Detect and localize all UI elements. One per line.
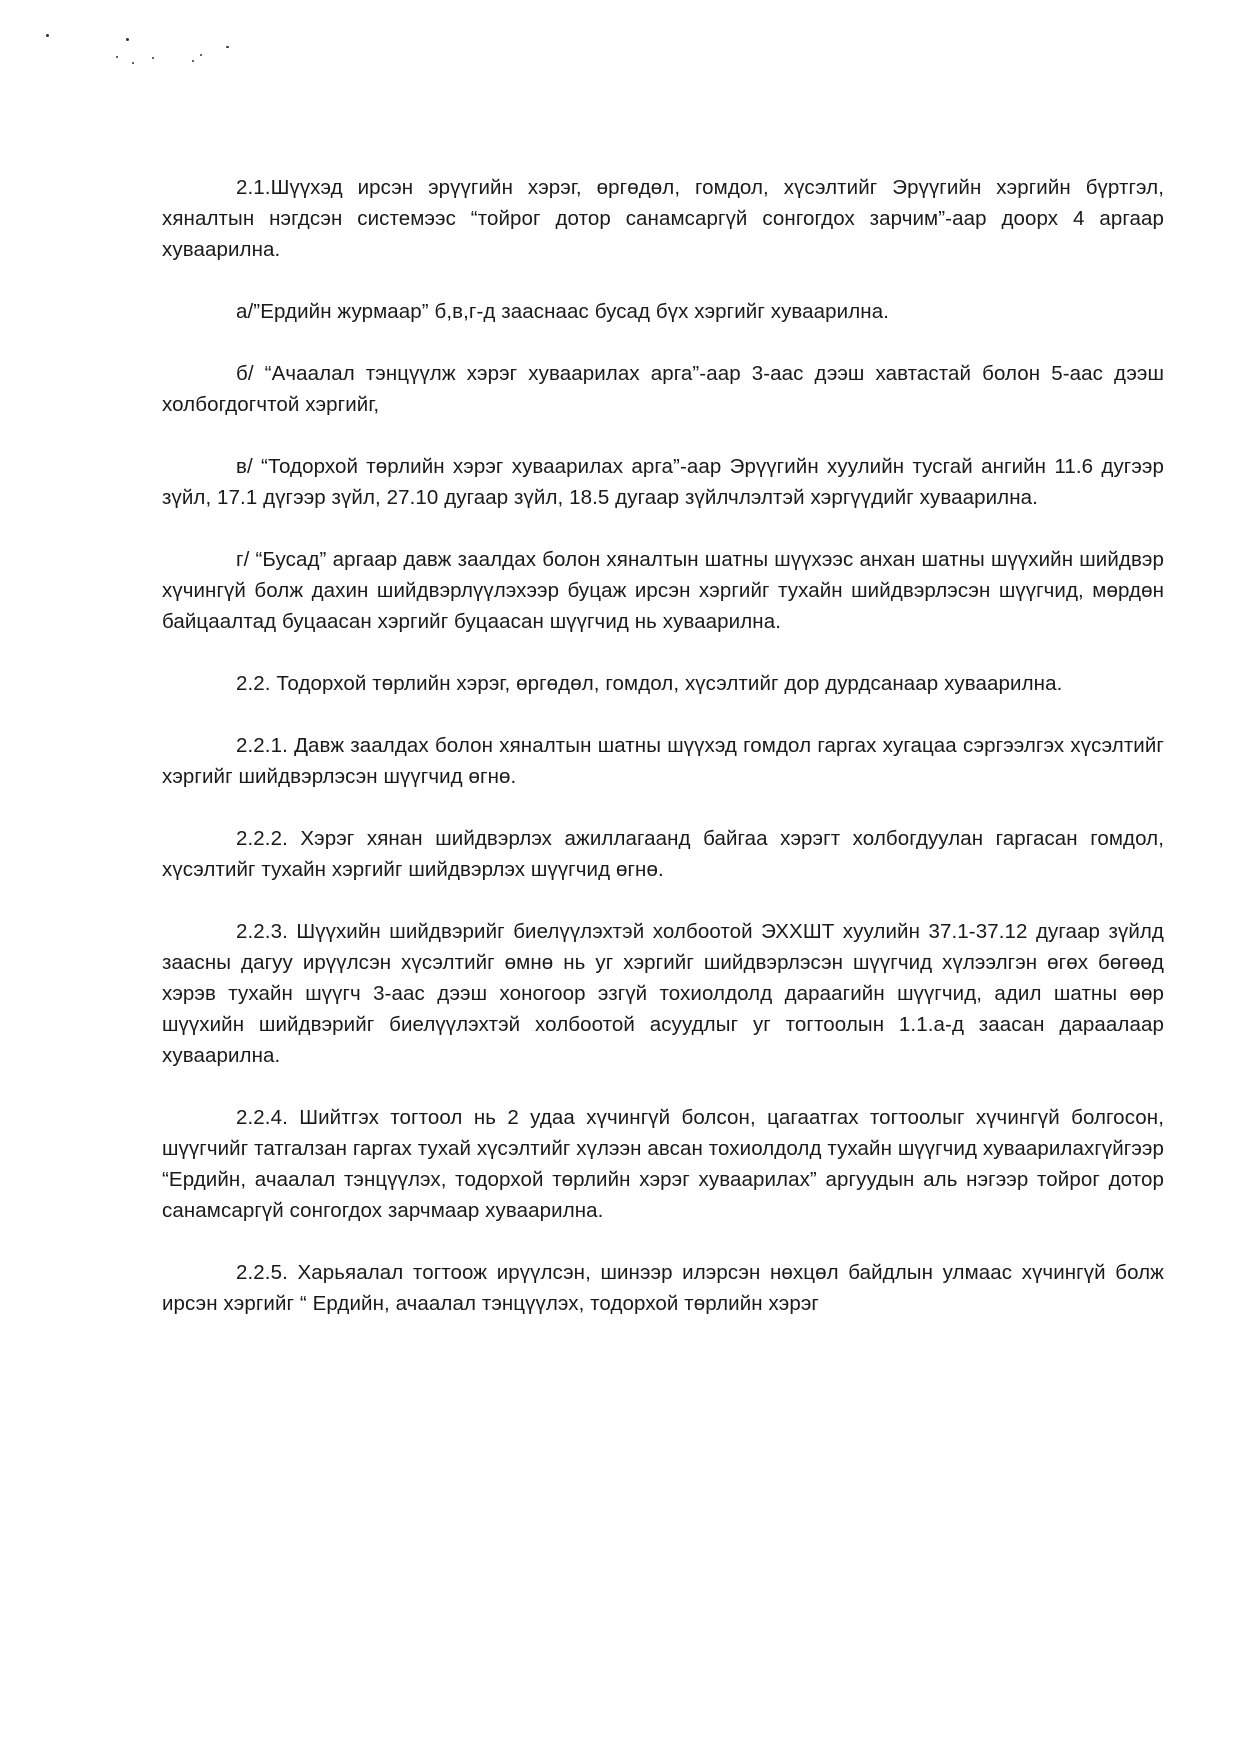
paragraph-2-2-1: 2.2.1. Давж заалдах болон хяналтын шатны шүүхэд гомдол гаргах хугацаа сэргээлгэх хүсэлтийг хэргийг шийдвэрлэсэн шүүгчид өгнө. — [162, 734, 1164, 788]
paragraph-2-2-2: 2.2.2. Хэрэг хянан шийдвэрлэх ажиллагаанд байгаа хэрэгт холбогдуулан гаргасан гомдол, хүсэлтийг тухайн хэргийг шийдвэрлэх шүүгчид өгнө. — [162, 827, 1164, 881]
scan-speck — [132, 62, 134, 64]
scan-speck — [200, 54, 202, 56]
paragraph-2-2-4: 2.2.4. Шийтгэх тогтоол нь 2 удаа хүчингүй болсон, цагаатгах тогтоолыг хүчингүй болгосон, шүүгчийг татгалзан гаргах тухай хүсэлтийг хүлээн авсан тохиолдолд тухайн шүүгчид хуваарилахгүйгээр “Ердийн, ачаалал тэнцүүлэх, тодорхой төрлийн хэрэг хуваарилах” аргуудын аль нэгээр тойрог дотор санамсаргүй сонгогдох зарчмаар хуваарилна. — [162, 1106, 1164, 1222]
paragraph-2-2-3: 2.2.3. Шүүхийн шийдвэрийг биелүүлэхтэй холбоотой ЭХХШТ хуулийн 37.1-37.12 дугаар зүйлд заасны дагуу ирүүлсэн хүсэлтийг өмнө нь уг хэргийг шийдвэрлэсэн шүүгчид хүлээлгэн өгөх бөгөөд хэрэв тухайн шүүгч 3-аас дээш хоногоор эзгүй тохиолдолд дараагийн шүүгчид, адил шатны өөр шүүхийн шийдвэрийг биелүүлэхтэй холбоотой асуудлыг уг тогтоолын 1.1.а-д заасан дараалаар хуваарилна. — [162, 920, 1164, 1067]
paragraph-2-1-g: г/ “Бусад” аргаар давж заалдах болон хяналтын шатны шүүхээс анхан шатны шүүхийн шийдвэр хүчингүй болж дахин шийдвэрлүүлэхээр буцаж ирсэн хэргийг тухайн шийдвэрлэсэн шүүгчид, мөрдөн байцаалтад буцаасан хэргийг буцаасан шүүгчид нь хуваарилна. — [162, 548, 1164, 633]
scan-speck — [116, 56, 118, 58]
body-text — [162, 172, 1164, 1319]
scan-specks — [40, 30, 240, 80]
paragraph-2-1-b: б/ “Ачаалал тэнцүүлж хэрэг хуваарилах арга”-аар 3-аас дээш хавтастай болон 5-аас дээш холбогдогчтой хэргийг, — [162, 362, 1164, 416]
paragraph-2-2: 2.2. Тодорхой төрлийн хэрэг, өргөдөл, гомдол, хүсэлтийг дор дурдсанаар хуваарилна. — [236, 672, 1063, 695]
paragraph-2-2-5: 2.2.5. Харьяалал тогтоож ирүүлсэн, шинээр илэрсэн нөхцөл байдлын улмаас хүчингүй болж ирсэн хэргийг “ Ердийн, ачаалал тэнцүүлэх, тодорхой төрлийн хэрэг — [162, 1261, 1164, 1315]
scan-speck — [152, 57, 154, 59]
paragraph-2-1-v: в/ “Тодорхой төрлийн хэрэг хуваарилах арга”-аар Эрүүгийн хуулийн тусгай ангийн 11.6 дугээр зүйл, 17.1 дүгээр зүйл, 27.10 дугаар зүйл, 18.5 дугаар зүйлчлэлтэй хэргүүдийг хуваарилна. — [162, 455, 1164, 509]
paragraph-2-1: 2.1.Шүүхэд ирсэн эрүүгийн хэрэг, өргөдөл, гомдол, хүсэлтийг Эрүүгийн хэргийн бүртгэл, хяналтын нэгдсэн системээс “тойрог дотор санамсаргүй сонгогдох зарчим”-аар доорх 4 аргаар хуваарилна. — [162, 176, 1164, 261]
paragraph-2-1-a: а/”Ердийн журмаар” б,в,г-д зааснаас бусад бүх хэргийг хуваарилна. — [236, 300, 890, 323]
scan-speck — [226, 46, 229, 48]
scan-speck — [46, 34, 49, 37]
scan-speck — [192, 60, 194, 62]
scan-speck — [126, 38, 129, 41]
